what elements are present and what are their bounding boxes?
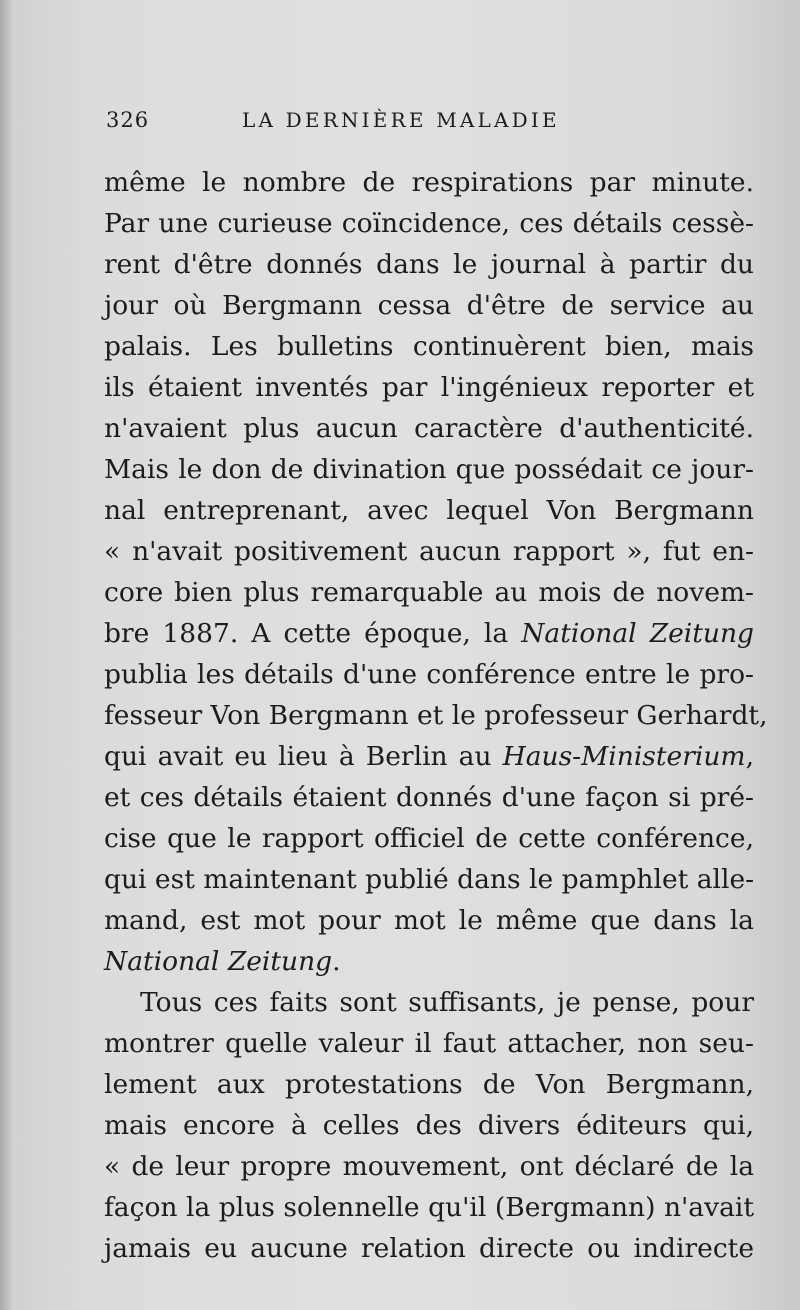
italic-title: National Zeitung: [521, 618, 755, 649]
text-segment: ,: [745, 741, 754, 772]
text-line: jour où Bergmann cessa d'être de service au: [104, 290, 754, 321]
text-segment: bre 1887. A cette époque, la: [104, 618, 522, 649]
text-line: n'avaient plus aucun caractère d'authenticité.: [104, 413, 754, 444]
text-line: rent d'être donnés dans le journal à partir du: [104, 249, 754, 280]
text-line: nal entreprenant, avec lequel Von Bergmann: [104, 495, 754, 526]
text-line: publia les détails d'une conférence entre le pro-: [104, 659, 754, 690]
text-line: mand, est mot pour mot le même que dans la: [104, 905, 754, 936]
text-line: ils étaient inventés par l'ingénieux reporter et: [104, 372, 754, 403]
text-line: « n'avait positivement aucun rapport », fut en-: [104, 536, 754, 567]
text-line: jamais eu aucune relation directe ou indirecte: [104, 1233, 754, 1264]
text-line: fesseur Von Bergmann et le professeur Gerhardt,: [104, 700, 768, 731]
italic-title: National Zeitung: [104, 946, 333, 977]
text-segment: qui avait eu lieu à Berlin au: [104, 741, 503, 772]
text-line: façon la plus solennelle qu'il (Bergmann) n'avait: [104, 1192, 754, 1223]
text-segment: .: [332, 946, 341, 977]
page-gutter-shadow: [0, 0, 14, 1310]
text-line: cise que le rapport officiel de cette conférence,: [104, 823, 754, 854]
text-line: [104, 736, 754, 777]
text-line: mais encore à celles des divers éditeurs qui,: [104, 1110, 754, 1141]
italic-title: Haus-Ministerium: [502, 741, 746, 772]
text-line: « de leur propre mouvement, ont déclaré de la: [104, 1151, 754, 1182]
body-text: [104, 162, 768, 1269]
running-head: [106, 108, 756, 138]
text-line: palais. Les bulletins continuèrent bien, mais: [104, 331, 754, 362]
text-line: Tous ces faits sont suffisants, je pense, pour: [140, 987, 754, 1018]
text-line: qui est maintenant publié dans le pamphlet alle-: [104, 864, 755, 895]
text-line: core bien plus remarquable au mois de novem-: [104, 577, 754, 608]
text-line: et ces détails étaient donnés d'une façon si pré-: [104, 782, 754, 813]
running-title: LA DERNIÈRE MALADIE: [242, 108, 560, 132]
text-line: [104, 941, 754, 982]
text-line: lement aux protestations de Von Bergmann,: [104, 1069, 754, 1100]
page-number: 326: [106, 108, 150, 132]
text-line: Mais le don de divination que possédait ce jour-: [104, 454, 754, 485]
text-line: même le nombre de respirations par minute.: [104, 167, 754, 198]
text-line: montrer quelle valeur il faut attacher, non seu-: [104, 1028, 754, 1059]
text-line: Par une curieuse coïncidence, ces détails cessè-: [104, 208, 754, 239]
text-line: [104, 613, 754, 654]
